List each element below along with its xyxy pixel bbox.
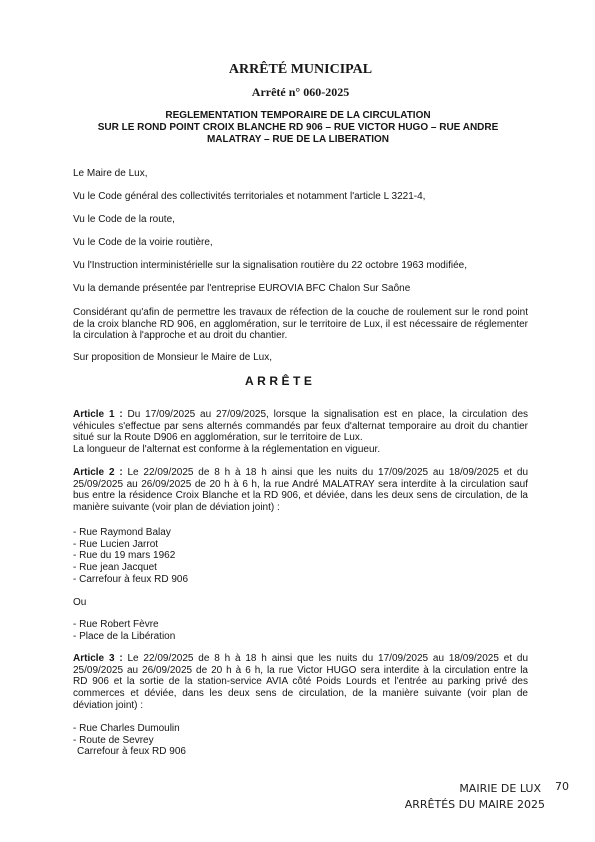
article-line: commerces et déviée, dans les deux sens de circulation, de la manière suivante (voir plan de bbox=[73, 688, 528, 700]
article-line: 25/09/2025 au 26/09/2025 de 20 h à 6 h, la rue Victor HUGO sera interdite à la circulation entre la bbox=[73, 664, 528, 676]
article-line: situé sur la Route D906 en agglomération, sur le territoire de Lux. bbox=[73, 432, 363, 444]
article-text: Le 22/09/2025 de 8 h à 18 h ainsi que les nuits du 17/09/2025 au 18/09/2025 et du bbox=[127, 467, 529, 478]
stamp-office: MAIRIE DE LUX bbox=[459, 782, 541, 795]
detour-item: - Rue du 19 mars 1962 bbox=[73, 550, 176, 562]
stamp-register: ARRÊTÉS DU MAIRE 2025 bbox=[404, 798, 545, 811]
article-1-label: Article 1 : bbox=[73, 409, 123, 420]
article-line bbox=[73, 409, 528, 421]
article-3-label: Article 3 : bbox=[73, 653, 123, 664]
mayor-intro: Le Maire de Lux, bbox=[73, 168, 148, 179]
considerant-paragraph bbox=[73, 307, 528, 342]
detour-item: - Rue jean Jacquet bbox=[73, 562, 157, 574]
detour-item: - Rue Raymond Balay bbox=[73, 527, 171, 538]
detour-item: - Rue Charles Dumoulin bbox=[73, 723, 180, 734]
detour-list-alternative bbox=[73, 619, 528, 642]
subject-line: MALATRAY – RUE DE LA LIBERATION bbox=[206, 134, 390, 145]
considerant-line: de la croix blanche RD 906, en agglomération, sur le territoire de Lux, il est nécessaire de réglementer bbox=[73, 318, 528, 330]
or-separator: Ou bbox=[73, 597, 87, 608]
considerant-line: Considérant qu'afin de permettre les travaux de réfection de la couche de roulement sur le rond point bbox=[73, 307, 528, 318]
article-line: véhicules s'effectue par sens alternés commandés par feux d'alternat temporaire au droit du chantier bbox=[73, 420, 528, 432]
article-line: déviation joint) : bbox=[73, 699, 144, 711]
article-line: 25/09/2025 au 26/09/2025 de 20 h à 6 h, la rue André MALATRAY sera interdite à la circulation sauf bbox=[73, 478, 528, 490]
detour-item: - Rue Lucien Jarrot bbox=[73, 538, 159, 550]
subject-block bbox=[68, 110, 528, 146]
article-line: RD 906 et la sortie de la station-service AVIA côté Poids Lourds et l'entrée au parking privé des bbox=[73, 676, 528, 688]
article-2 bbox=[73, 467, 528, 514]
detour-item: - Place de la Libération bbox=[73, 630, 176, 642]
article-line bbox=[73, 653, 528, 665]
article-text: Du 17/09/2025 au 27/09/2025, lorsque la signalisation est en place, la circulation des bbox=[127, 409, 529, 420]
subject-line: SUR LE ROND POINT CROIX BLANCHE RD 906 – RUE VICTOR HUGO – RUE ANDRE bbox=[97, 122, 499, 133]
visa-line: Vu l'Instruction interministérielle sur la signalisation routière du 22 octobre 1963 modifiée, bbox=[73, 260, 467, 271]
page-number: 70 bbox=[555, 780, 569, 793]
article-text: Le 22/09/2025 de 8 h à 18 h ainsi que les nuits du 17/09/2025 au 18/09/2025 et du bbox=[127, 653, 529, 664]
arrete-number: Arrêté n° 060-2025 bbox=[251, 85, 350, 99]
subject-line: REGLEMENTATION TEMPORAIRE DE LA CIRCULATION bbox=[165, 110, 431, 121]
detour-item: - Rue Robert Fèvre bbox=[73, 619, 159, 630]
detour-item: - Carrefour à feux RD 906 bbox=[73, 573, 189, 585]
article-line: La longueur de l'alternat est conforme à la réglementation en vigueur. bbox=[73, 444, 381, 456]
visa-line: Vu la demande présentée par l'entreprise EUROVIA BFC Chalon Sur Saône bbox=[73, 283, 411, 294]
article-line: manière suivante (voir plan de déviation joint) : bbox=[73, 502, 280, 514]
article-2-label: Article 2 : bbox=[73, 467, 123, 478]
visa-line: Vu le Code de la voirie routière, bbox=[73, 237, 213, 248]
article-1 bbox=[73, 409, 528, 456]
decision-heading: ARRÊTE bbox=[245, 374, 316, 388]
visa-line: Vu le Code de la route, bbox=[73, 214, 175, 225]
detour-item: - Route de Sevrey bbox=[73, 734, 154, 746]
document-title: ARRÊTÉ MUNICIPAL bbox=[228, 62, 373, 77]
article-line: bus entre la résidence Croix Blanche et la RD 906, et déviée, dans les deux sens de circulation, de la bbox=[73, 490, 528, 502]
article-line bbox=[73, 467, 528, 479]
proposition-line: Sur proposition de Monsieur le Maire de Lux, bbox=[73, 352, 272, 363]
article-3 bbox=[73, 653, 528, 712]
detour-item: Carrefour à feux RD 906 bbox=[77, 746, 186, 758]
detour-list-article-3 bbox=[73, 723, 528, 758]
considerant-line: la circulation à l'approche et au droit du chantier. bbox=[73, 330, 288, 342]
detour-list-primary bbox=[73, 527, 528, 586]
visa-line: Vu le Code général des collectivités territoriales et notamment l'article L 3221-4, bbox=[73, 191, 426, 202]
